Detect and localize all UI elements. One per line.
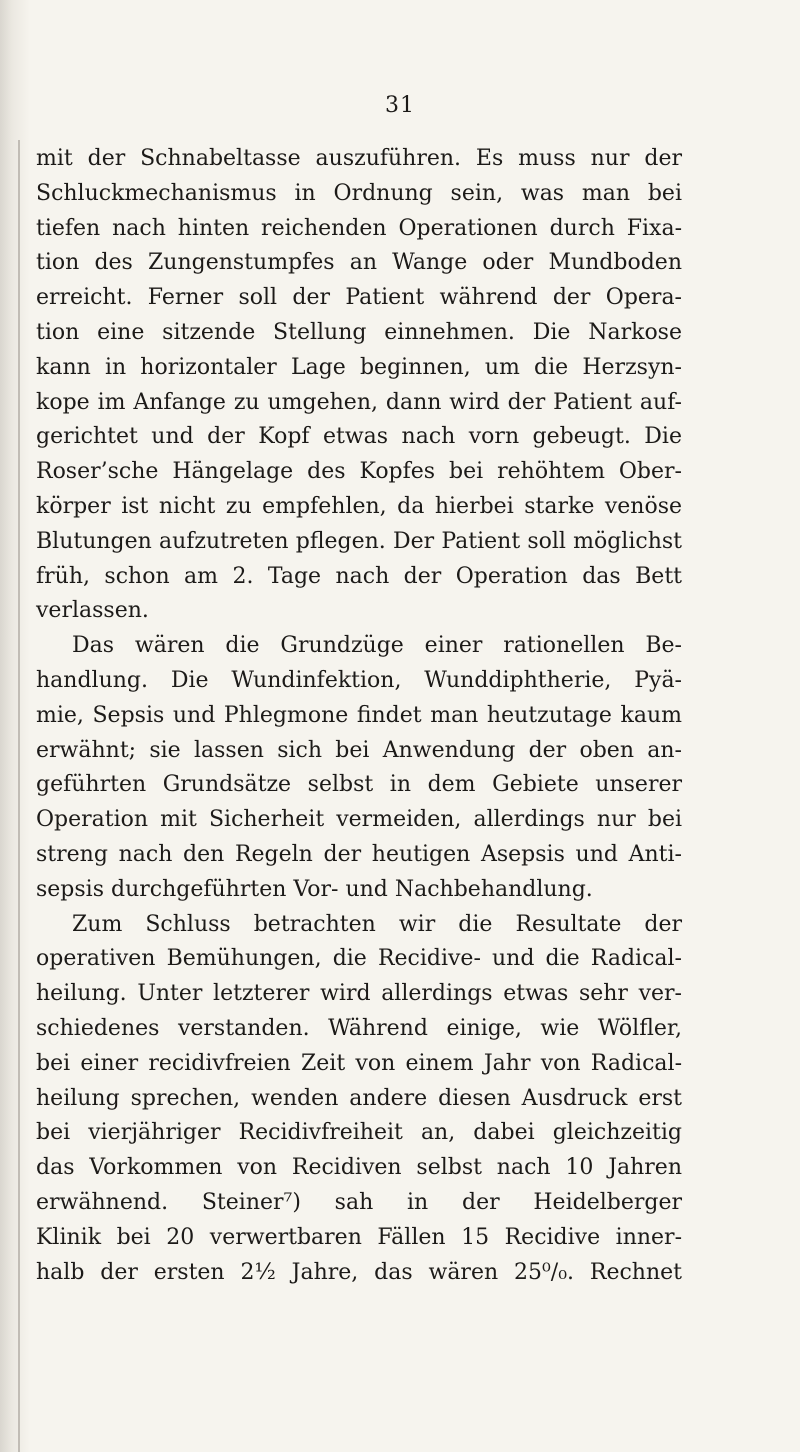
text-line: mie, Sepsis und Phlegmone findet man heutzutage kaum <box>36 702 682 728</box>
body-text <box>36 142 682 1290</box>
text-line: erwähnend. Steiner⁷) sah in der Heidelberger <box>36 1189 682 1215</box>
text-line: geführten Grundsätze selbst in dem Gebiete unserer <box>36 772 682 798</box>
text-line: Das wären die Grundzüge einer rationellen Be- <box>72 633 682 659</box>
text-line: schiedenes verstanden. Während einige, wie Wölfler, <box>36 1015 682 1041</box>
text-line: das Vorkommen von Recidiven selbst nach 10 Jahren <box>36 1155 682 1181</box>
text-line: bei vierjähriger Recidivfreiheit an, dabei gleichzeitig <box>36 1120 682 1146</box>
text-line: Klinik bei 20 verwertbaren Fällen 15 Recidive inner- <box>36 1224 682 1250</box>
text-line: Roser’sche Hängelage des Kopfes bei rehöhtem Ober- <box>36 459 682 485</box>
text-line: erwähnt; sie lassen sich bei Anwendung der oben an- <box>36 737 682 763</box>
text-line: kann in horizontaler Lage beginnen, um die Herzsyn- <box>36 354 682 380</box>
text-line: mit der Schnabeltasse auszuführen. Es muss nur der <box>36 146 682 171</box>
text-line: heilung. Unter letzterer wird allerdings etwas sehr ver- <box>36 981 682 1007</box>
page-number: 31 <box>385 93 415 118</box>
page-gutter-shadow <box>0 0 30 1452</box>
text-line: streng nach den Regeln der heutigen Asepsis und Anti- <box>36 841 682 867</box>
text-line: Zum Schluss betrachten wir die Resultate der <box>72 911 682 937</box>
text-line: tion des Zungenstumpfes an Wange oder Mundboden <box>36 250 682 276</box>
text-line: Schluckmechanismus in Ordnung sein, was man bei <box>36 180 682 206</box>
text-line: heilung sprechen, wenden andere diesen Ausdruck erst <box>36 1085 682 1111</box>
text-line: verlassen. <box>36 598 149 624</box>
text-line: handlung. Die Wundinfektion, Wunddiphtherie, Pyä- <box>36 667 682 693</box>
text-line: gerichtet und der Kopf etwas nach vorn gebeugt. Die <box>36 424 682 450</box>
text-line: operativen Bemühungen, die Recidive- und die Radical- <box>36 946 682 972</box>
text-line: sepsis durchgeführten Vor- und Nachbehandlung. <box>36 876 593 902</box>
text-line: körper ist nicht zu empfehlen, da hierbei starke venöse <box>36 493 682 519</box>
text-line: erreicht. Ferner soll der Patient während der Opera- <box>36 285 682 311</box>
text-line: bei einer recidivfreien Zeit von einem Jahr von Radical- <box>36 1050 682 1076</box>
text-line: Operation mit Sicherheit vermeiden, allerdings nur bei <box>36 807 682 833</box>
text-line: kope im Anfange zu umgehen, dann wird der Patient auf- <box>36 389 682 415</box>
binding-edge <box>18 140 20 1452</box>
text-line: Blutungen aufzutreten pflegen. Der Patient soll möglichst <box>36 528 682 554</box>
text-line: tion eine sitzende Stellung einnehmen. Die Narkose <box>36 319 682 345</box>
text-line: tiefen nach hinten reichenden Operationen durch Fixa- <box>36 215 682 241</box>
text-line: halb der ersten 2½ Jahre, das wären 25⁰/₀. Rechnet <box>36 1259 682 1285</box>
text-line: früh, schon am 2. Tage nach der Operation das Bett <box>36 563 682 589</box>
